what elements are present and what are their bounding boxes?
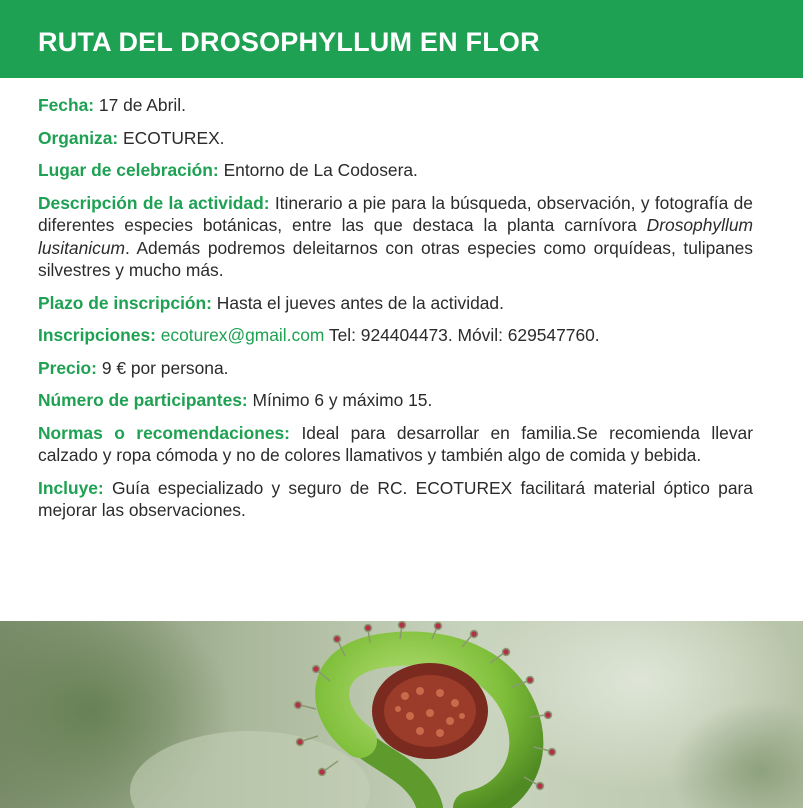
field-label: Organiza:: [38, 127, 119, 148]
field-value: Guía especializado y seguro de RC. ECOTUREX facilitará material óptico para mejorar las observaciones.: [38, 477, 753, 520]
field-label: Inscripciones:: [38, 325, 156, 345]
field-value: 9 € por persona.: [101, 357, 229, 378]
field-label: Incluye:: [38, 477, 104, 498]
field-inscripciones: [38, 324, 753, 347]
plant-photo: [0, 621, 803, 808]
field-value: Hasta el jueves antes de la actividad.: [216, 292, 504, 313]
field-label: Plazo de inscripción:: [38, 292, 212, 313]
field-label: Normas o recomendaciones:: [38, 422, 290, 443]
field-value: Tel: 924404473. Móvil: 629547760.: [328, 325, 600, 345]
field-normas: [38, 422, 753, 467]
field-value: 17 de Abril.: [98, 95, 186, 115]
activity-details: [38, 94, 753, 532]
species-name: Drosophyllum lusitanicum: [38, 215, 753, 258]
field-label: Fecha:: [38, 95, 95, 115]
field-value: Itinerario a pie para la búsqueda, observación, y fotografía de diferentes especies botánicas, entre las que destaca la planta carnívora: [38, 192, 753, 235]
field-organiza: [38, 127, 753, 150]
field-label: Precio:: [38, 357, 97, 378]
field-fecha: [38, 94, 753, 117]
field-incluye: [38, 477, 753, 522]
field-participantes: [38, 389, 753, 412]
field-value: ECOTUREX.: [123, 127, 225, 148]
plant-photo-illustration: [0, 621, 803, 808]
field-lugar: [38, 159, 753, 182]
field-descripcion: [38, 192, 753, 282]
field-value-continued: . Además podremos deleitarnos con otras especies como orquídeas, tulipanes silvestres y mucho más.: [38, 237, 753, 280]
field-label: Descripción de la actividad:: [38, 192, 270, 213]
field-value: Ideal para desarrollar en familia.Se recomienda llevar calzado y ropa cómoda y no de colores llamativos y también algo de comida y bebida.: [38, 422, 753, 465]
field-value: Mínimo 6 y máximo 15.: [252, 390, 433, 410]
email-link[interactable]: ecoturex@gmail.com: [160, 325, 325, 345]
page-title: RUTA DEL DROSOPHYLLUM EN FLOR: [38, 27, 540, 57]
field-value: Entorno de La Codosera.: [223, 160, 418, 180]
title-bar: [0, 0, 803, 78]
field-label: Número de participantes:: [38, 390, 248, 410]
field-precio: [38, 357, 753, 380]
field-label: Lugar de celebración:: [38, 160, 219, 180]
field-plazo: [38, 292, 753, 315]
